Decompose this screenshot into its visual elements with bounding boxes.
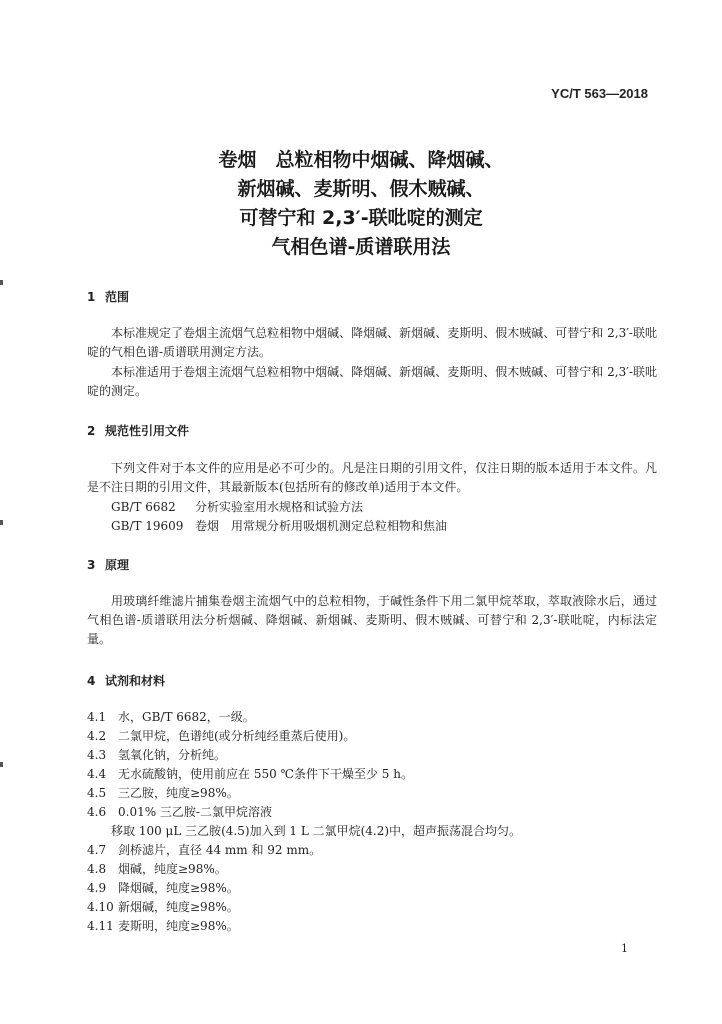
- section-title: 范围: [105, 290, 130, 304]
- reagent-item: [87, 860, 227, 879]
- reference-title: 卷烟 用常规分析用吸烟机测定总粒相物和焦油: [195, 519, 448, 533]
- reagent-item: [87, 917, 239, 936]
- reagent-item: [87, 841, 321, 860]
- section-number: 2: [87, 424, 96, 438]
- item-text: 剑桥滤片，直径 44 mm 和 92 mm。: [118, 843, 322, 857]
- item-text: 移取 100 μL 三乙胺(4.5)加入到 1 L 二氯甲烷(4.2)中，超声振荡混合均匀。: [111, 824, 522, 838]
- scope-paragraph-2: 本标准适用于卷烟主流烟气总粒相物中烟碱、降烟碱、新烟碱、麦斯明、假木贼碱、可替宁和 2,3′-联吡啶的测定。: [87, 365, 657, 398]
- item-number: 4.10: [87, 900, 114, 914]
- reagent-item: [87, 765, 413, 784]
- item-text: 无水硫酸钠，使用前应在 550 ℃条件下干燥至少 5 h。: [118, 767, 413, 781]
- section-title: 试剂和材料: [105, 674, 166, 688]
- section-title: 规范性引用文件: [105, 424, 190, 438]
- item-number: 4.1: [87, 710, 107, 724]
- reference-item: [111, 517, 447, 536]
- section-heading-reagents: [87, 672, 165, 689]
- item-text: 0.01% 三乙胺-二氯甲烷溶液: [118, 805, 272, 819]
- item-text: 新烟碱，纯度≥98%。: [118, 900, 239, 914]
- page-number: 1: [621, 942, 628, 955]
- reagent-item-note: [111, 822, 521, 841]
- item-text: 二氯甲烷，色谱纯(或分析纯经重蒸后使用)。: [118, 729, 356, 743]
- item-text: 水，GB/T 6682，一级。: [118, 710, 255, 724]
- reference-code: GB/T 6682: [111, 500, 176, 514]
- scope-paragraph-1: 本标准规定了卷烟主流烟气总粒相物中烟碱、降烟碱、新烟碱、麦斯明、假木贼碱、可替宁和 2,3′-联吡啶的气相色谱-质谱联用测定方法。: [87, 326, 657, 359]
- item-text: 降烟碱，纯度≥98%。: [118, 881, 239, 895]
- item-number: 4.5: [87, 786, 107, 800]
- reference-item: [111, 498, 363, 517]
- title-line: 可替宁和 2,3′-联吡啶的测定: [239, 207, 483, 229]
- section-number: 3: [87, 558, 96, 572]
- section-heading-principle: [87, 556, 129, 573]
- item-number: 4.9: [87, 881, 107, 895]
- section-title: 原理: [105, 558, 130, 572]
- scan-edge-mark: [0, 520, 3, 525]
- section-number: 4: [87, 674, 96, 688]
- normative-intro: 下列文件对于本文件的应用是必不可少的。凡是注日期的引用文件，仅注日期的版本适用于本文件。凡是不注日期的引用文件，其最新版本(包括所有的修改单)适用于本文件。: [87, 461, 657, 494]
- scan-edge-mark: [0, 280, 3, 285]
- reagent-item: [87, 898, 239, 917]
- item-text: 麦斯明，纯度≥98%。: [118, 919, 239, 933]
- item-number: 4.3: [87, 748, 107, 762]
- item-number: 4.4: [87, 767, 107, 781]
- reagent-item: [87, 746, 226, 765]
- item-text: 氢氧化钠，分析纯。: [118, 748, 227, 762]
- item-text: 三乙胺，纯度≥98%。: [118, 786, 239, 800]
- scan-edge-mark: [0, 762, 3, 767]
- title-line: 卷烟 总粒相物中烟碱、降烟碱、: [218, 149, 504, 171]
- section-heading-normative: [87, 422, 189, 439]
- item-text: 烟碱，纯度≥98%。: [118, 862, 227, 876]
- reagent-item: [87, 708, 255, 727]
- section-heading-scope: [87, 288, 129, 305]
- document-title: [0, 146, 722, 262]
- section-number: 1: [87, 290, 96, 304]
- reagent-item: [87, 727, 355, 746]
- reference-code: GB/T 19609: [111, 519, 184, 533]
- reagent-item: [87, 879, 239, 898]
- item-number: 4.8: [87, 862, 107, 876]
- item-number: 4.7: [87, 843, 107, 857]
- title-line: 新烟碱、麦斯明、假木贼碱、: [237, 178, 485, 200]
- title-line: 气相色谱-质谱联用法: [271, 236, 451, 258]
- principle-paragraph: 用玻璃纤维滤片捕集卷烟主流烟气中的总粒相物，于碱性条件下用二氯甲烷萃取，萃取液除水后，通过气相色谱-质谱联用法分析烟碱、降烟碱、新烟碱、麦斯明、假木贼碱、可替宁和 2,3′-联吡啶，内标法定量。: [87, 594, 657, 646]
- item-number: 4.6: [87, 805, 107, 819]
- reagent-item: [87, 784, 239, 803]
- standard-code: YC/T 563—2018: [551, 86, 648, 101]
- reagent-item: [87, 803, 272, 822]
- reference-title: 分析实验室用水规格和试验方法: [195, 500, 364, 514]
- item-number: 4.11: [87, 919, 114, 933]
- item-number: 4.2: [87, 729, 107, 743]
